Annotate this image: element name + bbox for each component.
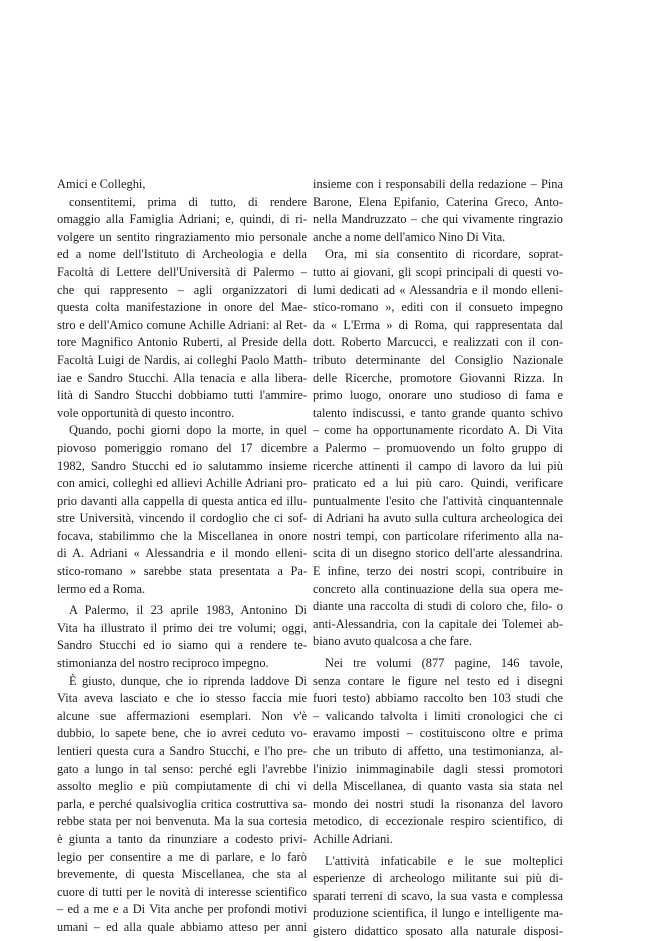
text-line: senza contare le figure nel testo ed i disegni [313, 673, 563, 688]
text-line: anti-Alessandria, con la capitale dei Tolemei ab- [313, 616, 563, 631]
text-line: prio davanti alla cappella di questa antica ed illu- [57, 493, 307, 508]
text-line: ricerche attinenti il campo di lavoro da lui più [313, 458, 563, 473]
text-line: 1982, Sandro Stucchi ed io salutammo insieme [57, 458, 307, 473]
text-line: di A. Adriani « Alessandria e il mondo elleni- [57, 546, 307, 561]
text-line: stro e dell'Amico comune Achille Adriani: al Ret- [57, 317, 307, 332]
text-line: vole opportunità di questo incontro. [57, 405, 235, 420]
text-line: produzione scientifica, il lungo e intelligente ma- [313, 906, 563, 921]
text-line: umani – ed alla quale abbiamo atteso per anni [57, 919, 307, 934]
text-line: Achille Adriani. [313, 831, 393, 846]
text-line: questa colta manifestazione in onore del Mae- [57, 300, 307, 315]
text-line: delle Ricerche, promotore Giovanni Rizza. In [313, 370, 563, 385]
text-line: parla, e perché qualsivoglia critica costruttiva sa- [57, 796, 307, 811]
text-line: da « L'Erma » di Roma, qui rappresentata dal [313, 317, 563, 332]
text-line: volgere un sentito ringraziamento mio personale [57, 229, 307, 244]
text-line: metodico, di eccezionale respiro scientifico, di [313, 814, 563, 829]
text-line: tributo determinante del Consiglio Nazionale [313, 352, 563, 367]
text-line: focava, stabilimmo che la Miscellanea in onore [57, 528, 307, 543]
text-line: lermo ed a Roma. [57, 581, 146, 596]
text-line: Sandro Stucchi ed io siamo qui a rendere te- [57, 638, 307, 653]
text-line: nella Mandruzzato – che qui vivamente ringrazio [313, 212, 563, 227]
text-line: stico-romano » sarebbe stata presentata a Pa- [57, 564, 307, 579]
text-line: L'attività infaticabile e le sue molteplici [325, 853, 563, 868]
text-line: è giunta a tanto da rinunziare a codesto privi- [57, 831, 307, 846]
text-line: Nei tre volumi (877 pagine, 146 tavole, [325, 656, 563, 671]
text-line: che un tributo di affetto, una testimonianza, al- [313, 744, 563, 758]
text-line: Vita aveva lasciato e che io stesso faccia mie [57, 691, 307, 706]
text-line: ed a nome dell'Istituto di Archeologia e della [57, 247, 307, 262]
text-line: stico-romano », editi con il consueto impegno [313, 300, 563, 315]
left-column [57, 176, 307, 937]
text-line: scita di un disegno storico dell'arte alessandrina. [313, 546, 563, 561]
text-line: È giusto, dunque, che io riprenda laddove Di [69, 673, 307, 688]
text-line: Facoltà di Lettere dell'Università di Palermo – [57, 264, 307, 279]
text-line: E infine, terzo dei nostri scopi, contribuire in [313, 564, 563, 579]
text-line: della Miscellanea, di quanto vasta sia stata nel [313, 779, 563, 794]
text-line: puntualmente l'esito che l'attività cinquantennale [313, 493, 563, 508]
text-line: Quando, pochi giorni dopo la morte, in quel [69, 423, 307, 438]
text-line: consentitemi, prima di tutto, di rendere [69, 194, 307, 209]
text-line: – come ha opportunamente ricordato A. Di Vita [313, 423, 563, 438]
text-line: fuori testo) abbiamo raccolto ben 103 studi che [313, 691, 563, 706]
text-line: – valicando talvolta i limiti cronologici che ci [313, 708, 563, 723]
text-line: tutto ai giovani, gli scopi principali di questi vo- [313, 264, 563, 279]
text-line: lumi dedicati ad « Alessandria e il mondo elleni- [313, 282, 563, 297]
text-line: sparati terreni di scavo, la sua vasta e complessa [313, 888, 563, 903]
text-line: con amici, colleghi ed allievi Achille Adriani pro- [57, 476, 307, 491]
text-line: che qui rappresento – agli organizzatori di [57, 282, 307, 297]
text-line: talento indiscussi, e tanto grande quanto schivo [313, 405, 563, 420]
text-line: praticato ed a lui più caro. Quindi, verificare [313, 476, 563, 491]
text-line: legio per consentire a me di parlare, e lo farò [57, 849, 307, 864]
text-line: anche a nome dell'amico Nino Di Vita. [313, 229, 506, 244]
right-column [313, 176, 563, 941]
text-line: concreto alla continuazione della sua opera me- [313, 581, 563, 596]
text-line: piovoso pomeriggio romano del 17 dicembre [57, 440, 307, 455]
text-line: rebbe stata per noi benvenuta. Ma la sua cortesia [57, 814, 307, 829]
text-line: cuore di tutti per le novità di interesse scientifico [57, 884, 307, 899]
text-line: primo luogo, onorare uno studioso di fama e [313, 388, 563, 403]
text-line: biano avuto qualcosa a che fare. [313, 634, 472, 649]
text-line: omaggio alla Famiglia Adriani; e, quindi, di ri- [57, 212, 307, 227]
text-line: lentieri questa cura a Sandro Stucchi, e l'ho pre- [57, 744, 307, 758]
text-line: Facoltà Luigi de Nardis, ai colleghi Paolo Matth- [57, 352, 307, 367]
text-line: brevemente, di questa Miscellanea, che sta al [57, 867, 307, 882]
text-line: Barone, Elena Epifanio, Caterina Greco, Anto- [313, 194, 563, 209]
text-line: gistero didattico sposato alla naturale disposi- [313, 923, 563, 938]
text-line: insieme con i responsabili della redazione – Pina [313, 177, 563, 191]
text-line: iae e Sandro Stucchi. Alla tenacia e alla libera- [57, 370, 307, 385]
text-line: alcune sue affermazioni esemplari. Non v'è [57, 708, 307, 723]
text-line: Vita ha illustrato il primo dei tre volumi; oggi, [57, 620, 307, 635]
text-line: mondo dei nostri studi la risonanza del lavoro [313, 796, 563, 811]
text-line: l'inizio inimmaginabile dagli stessi promotori [313, 761, 563, 776]
text-line: di Adriani ha avuto sulla cultura archeologica dei [313, 511, 563, 526]
text-line: A Palermo, il 23 aprile 1983, Antonino Di [69, 603, 307, 618]
text-line: a Palermo – promuovendo un folto gruppo di [313, 440, 563, 455]
text-line: esperienze di archeologo militante sui più di- [313, 871, 563, 886]
text-line: eravamo imposti – costituiscono oltre e prima [313, 726, 563, 741]
text-line: diante una raccolta di studi di coloro che, filo- o [313, 599, 563, 614]
text-line: tore Magnifico Antonio Ruberti, al Preside della [57, 335, 307, 350]
text-line: dott. Roberto Marcucci, e realizzati con il con- [313, 335, 563, 350]
text-line: stimonianza del nostro reciproco impegno. [57, 656, 269, 671]
text-line: dubbio, lo sapete bene, che io avrei ceduto vo- [57, 726, 307, 741]
text-line: Ora, mi sia consentito di ricordare, soprat- [325, 247, 563, 262]
text-line: lità di Sandro Stucchi dobbiamo tutti l'ammire- [57, 388, 307, 403]
text-line: gato a lungo in tal senso: perché egli l'avrebbe [57, 761, 307, 776]
text-line: assolto meglio e più compiutamente di chi vi [57, 779, 307, 794]
text-line: stre Università, vincendo il cordoglio che ci sof- [57, 511, 307, 526]
text-line: – ed a me e a Di Vita anche per profondi motivi [57, 902, 307, 917]
text-line: Amici e Colleghi, [57, 177, 146, 191]
text-line: nostri tempi, con particolare riferimento alla na- [313, 528, 563, 543]
